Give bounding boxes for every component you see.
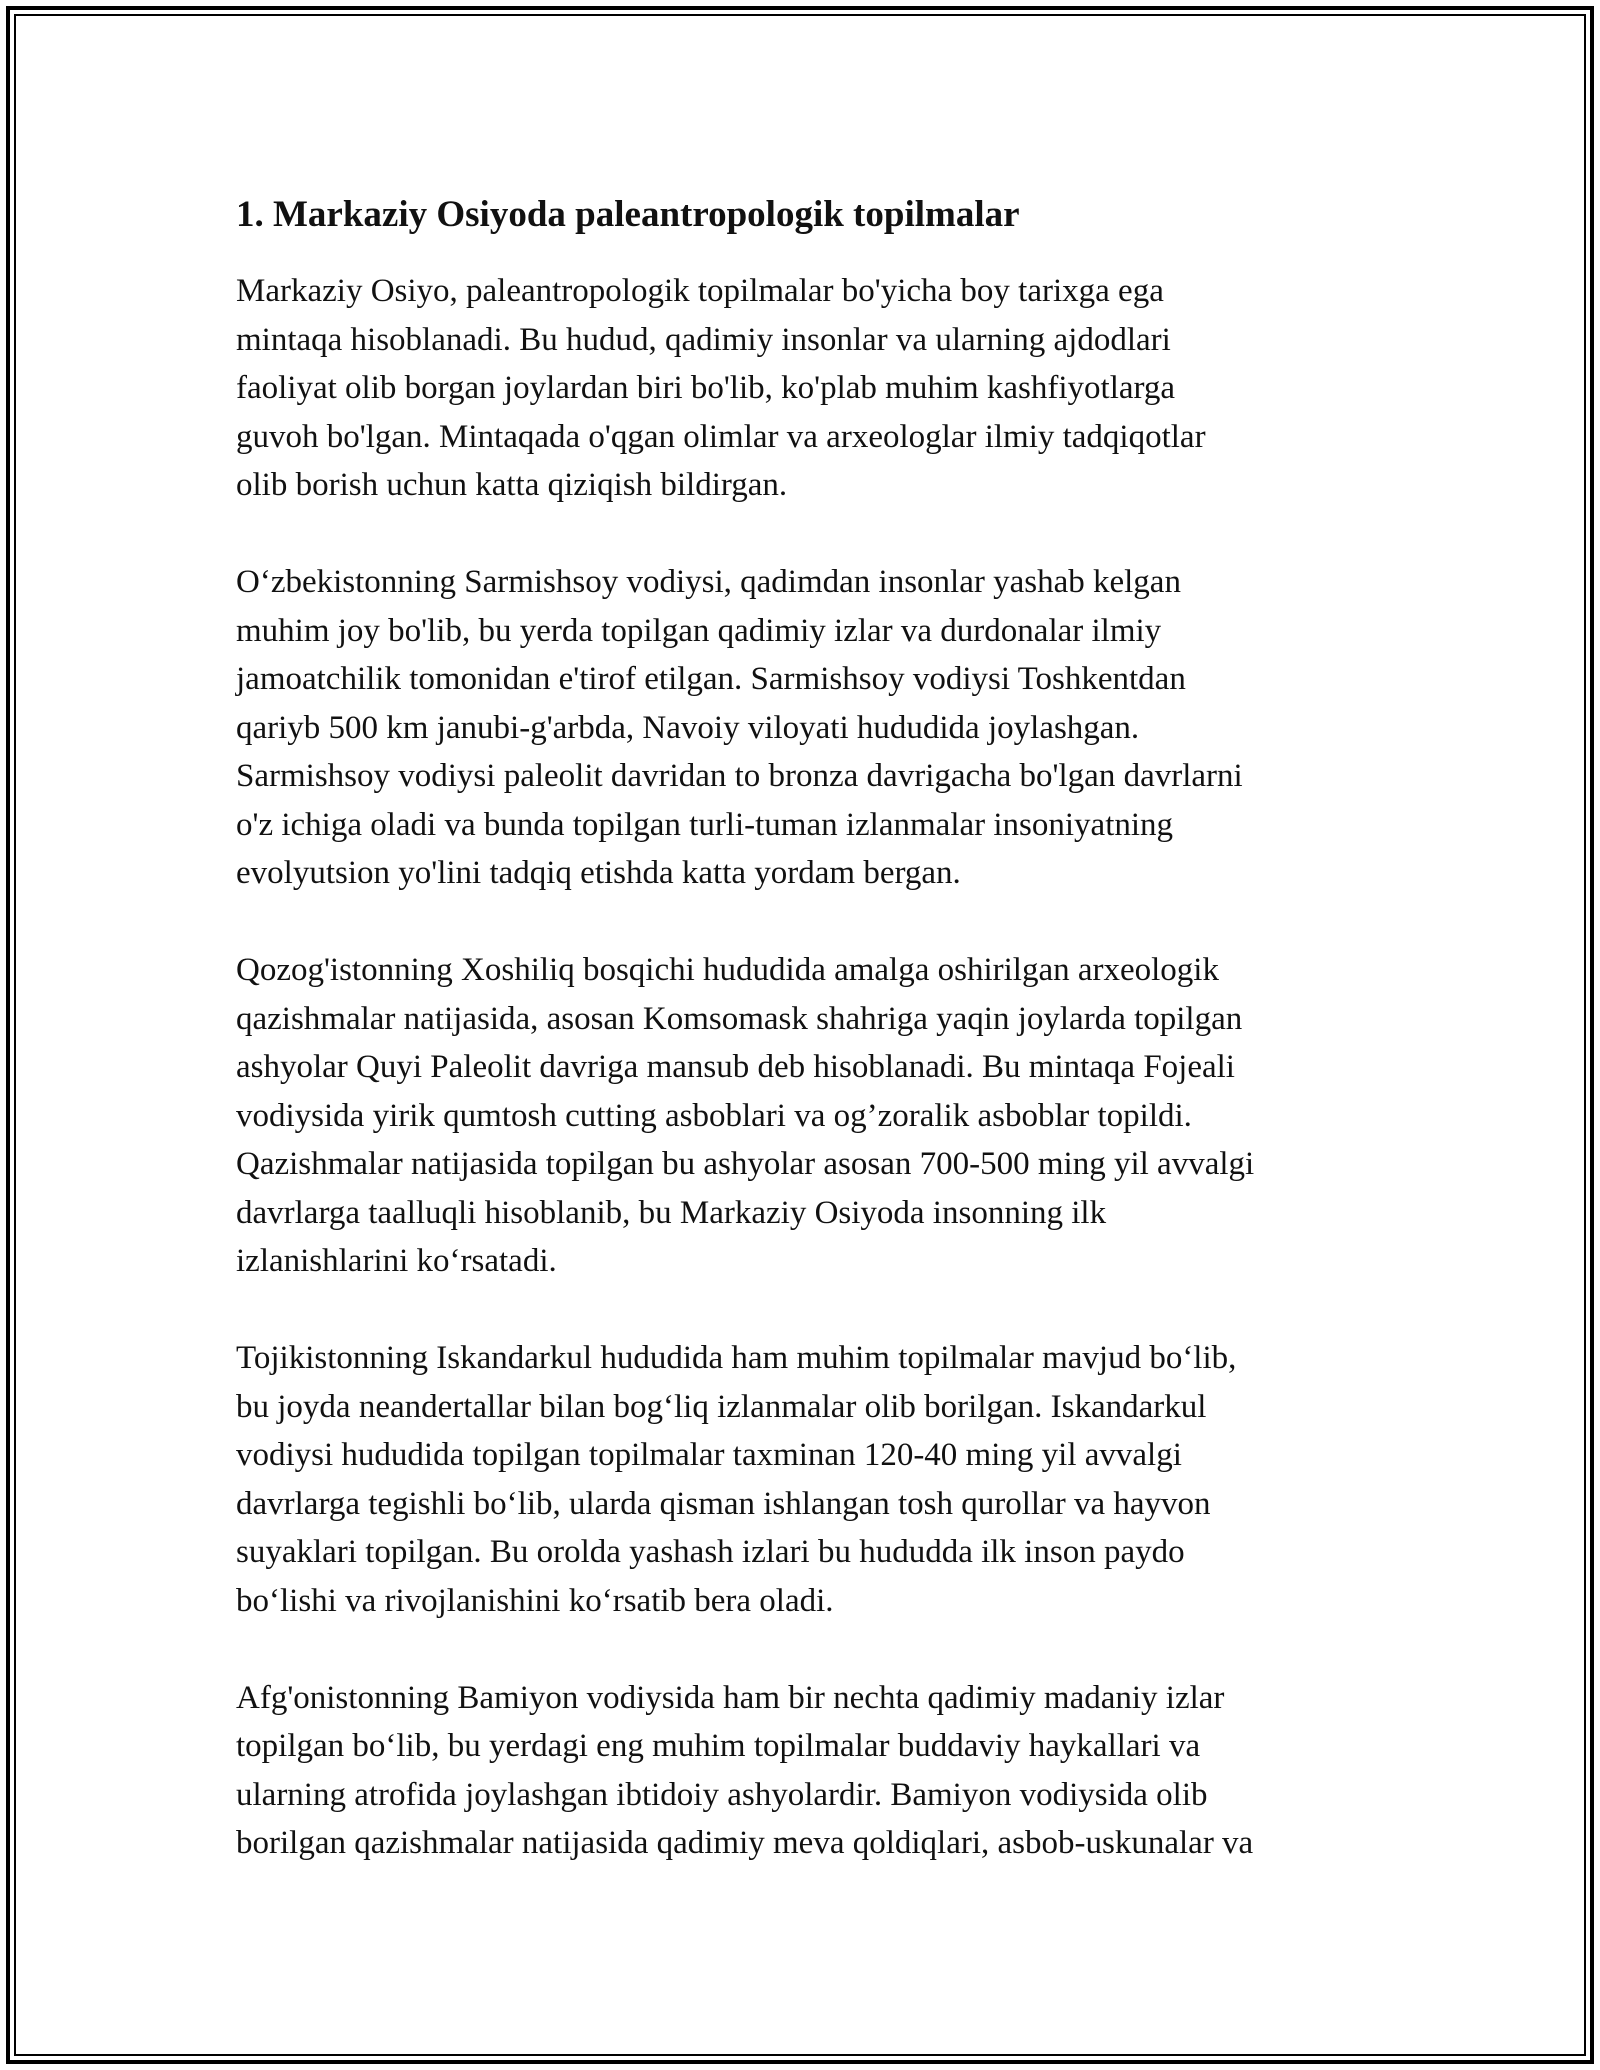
paragraph-line: Sarmishsoy vodiysi paleolit davridan to bronza davrigacha bo'lgan davrlarni	[236, 758, 1243, 794]
paragraph-list	[236, 267, 1386, 1868]
paragraph-line: topilgan bo‘lib, bu yerdagi eng muhim topilmalar buddaviy haykallari va	[236, 1728, 1201, 1764]
paragraph-line: vodiysi hududida topilgan topilmalar taxminan 120-40 ming yil avvalgi	[236, 1437, 1182, 1473]
paragraph	[236, 558, 1386, 898]
paragraph-line: faoliyat olib borgan joylardan biri bo'lib, ko'plab muhim kashfiyotlarga	[236, 370, 1176, 406]
paragraph-line: O‘zbekistonning Sarmishsoy vodiysi, qadimdan insonlar yashab kelgan	[236, 564, 1181, 600]
paragraph	[236, 946, 1386, 1286]
paragraph-line: bo‘lishi va rivojlanishini ko‘rsatib bera oladi.	[236, 1582, 834, 1619]
paragraph-line: qazishmalar natijasida, asosan Komsomask shahriga yaqin joylarda topilgan	[236, 1000, 1243, 1037]
paragraph-line: borilgan qazishmalar natijasida qadimiy meva qoldiqlari, asbob-uskunalar va	[236, 1825, 1254, 1861]
paragraph-line: guvoh bo'lgan. Mintaqada o'qgan olimlar va arxeologlar ilmiy tadqiqotlar	[236, 418, 1206, 455]
paragraph-line: ularning atrofida joylashgan ibtidoiy ashyolardir. Bamiyon vodiysida olib	[236, 1776, 1208, 1813]
paragraph	[236, 1334, 1386, 1625]
paragraph	[236, 1674, 1386, 1868]
paragraph-line: evolyutsion yo'lini tadqiq etishda katta yordam bergan.	[236, 855, 961, 891]
paragraph-line: ashyolar Quyi Paleolit davriga mansub deb hisoblanadi. Bu mintaqa Fojeali	[236, 1049, 1235, 1085]
paragraph-line: Afg'onistonning Bamiyon vodiysida ham bir nechta qadimiy madaniy izlar	[236, 1679, 1225, 1716]
paragraph-line: Tojikistonning Iskandarkul hududida ham muhim topilmalar mavjud bo‘lib,	[236, 1340, 1237, 1376]
paragraph-line: mintaqa hisoblanadi. Bu hudud, qadimiy insonlar va ularning ajdodlari	[236, 321, 1171, 358]
paragraph-line: Markaziy Osiyo, paleantropologik topilmalar bo'yicha boy tarixga ega	[236, 273, 1164, 309]
paragraph-line: bu joyda neandertallar bilan bog‘liq izlanmalar olib borilgan. Iskandarkul	[236, 1388, 1207, 1425]
section-heading: 1. Markaziy Osiyoda paleantropologik topilmalar	[236, 194, 1020, 235]
document-body	[236, 187, 1386, 1916]
paragraph-line: Qazishmalar natijasida topilgan bu ashyolar asosan 700-500 ming yil avvalgi	[236, 1146, 1255, 1182]
paragraph	[236, 267, 1386, 510]
paragraph-line: qariyb 500 km janubi-g'arbda, Navoiy viloyati hududida joylashgan.	[236, 709, 1140, 746]
paragraph-line: izlanishlarini ko‘rsatadi.	[236, 1243, 557, 1279]
paragraph-line: o'z ichiga oladi va bunda topilgan turli-tuman izlanmalar insoniyatning	[236, 806, 1174, 843]
paragraph-line: muhim joy bo'lib, bu yerda topilgan qadimiy izlar va durdonalar ilmiy	[236, 612, 1162, 649]
paragraph-line: suyaklari topilgan. Bu orolda yashash izlari bu hududda ilk inson paydo	[236, 1534, 1185, 1570]
paragraph-line: davrlarga taalluqli hisoblanib, bu Markaziy Osiyoda insonning ilk	[236, 1194, 1107, 1231]
paragraph-line: davrlarga tegishli bo‘lib, ularda qisman ishlangan tosh qurollar va hayvon	[236, 1485, 1211, 1522]
paragraph-line: vodiysida yirik qumtosh cutting asboblari va og’zoralik asboblar topildi.	[236, 1097, 1192, 1134]
paragraph-line: Qozog'istonning Xoshiliq bosqichi hududida amalga oshirilgan arxeologik	[236, 952, 1219, 988]
paragraph-line: olib borish uchun katta qiziqish bildirgan.	[236, 467, 788, 503]
paragraph-line: jamoatchilik tomonidan e'tirof etilgan. Sarmishsoy vodiysi Toshkentdan	[236, 661, 1186, 697]
